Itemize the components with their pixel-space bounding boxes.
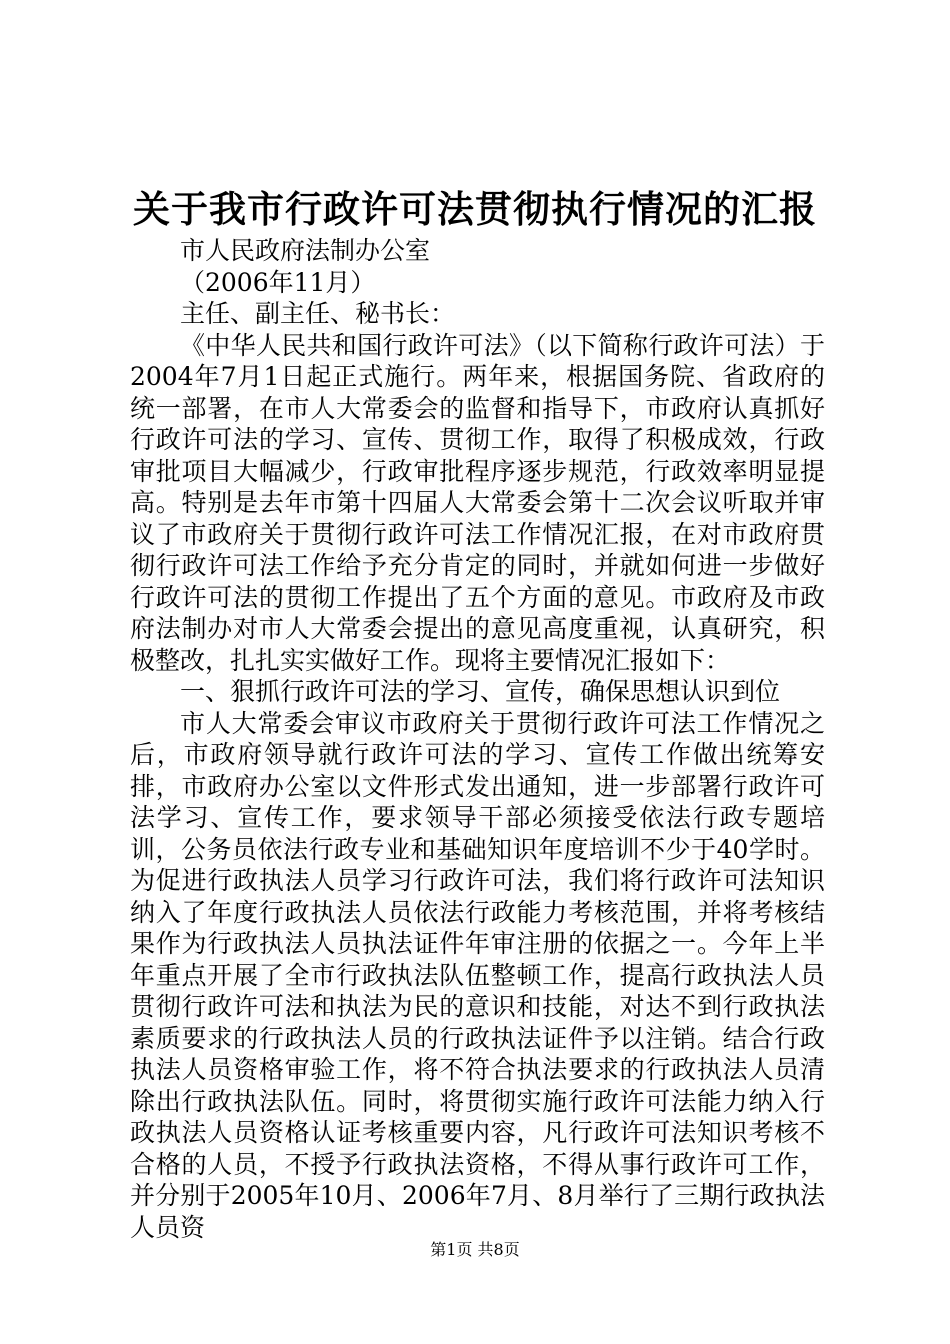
issuer-line: 市人民政府法制办公室 — [180, 236, 431, 265]
document-body — [130, 235, 825, 1243]
date-line: （2006年11月） — [180, 267, 376, 297]
document-title: 关于我市行政许可法贯彻执行情况的汇报 — [133, 187, 817, 231]
page-footer: 第1页 共8页 — [430, 1240, 520, 1259]
section-heading-1: 一、狠抓行政许可法的学习、宣传，确保思想认识到位 — [180, 677, 781, 706]
paragraph-section-1: 市人大常委会审议市政府关于贯彻行政许可法工作情况之后，市政府领导就行政许可法的学习、宣传工作做出统筹安排，市政府办公室以文件形式发出通知，进一步部署行政许可法学习、宣传工作，要求领导干部必须接受依法行政专题培训，公务员依法行政专业和基础知识年度培训不少于40学时。为促进行政执法人员学习行政许可法，我们将行政许可法知识纳入了年度行政执法人员依法行政能力考核范围，并将考核结果作为行政执法人员执法证件年审注册的依据之一。今年上半年重点开展了全市行政执法队伍整顿工作，提高行政执法人员贯彻行政许可法和执法为民的意识和技能，对达不到行政执法素质要求的行政执法人员的行政执法证件予以注销。结合行政执法人员资格审验工作，将不符合执法要求的行政执法人员清除出行政执法队伍。同时，将贯彻实施行政许可法能力纳入行政执法人员资格认证考核重要内容，凡行政许可法知识考核不合格的人员，不授予行政执法资格，不得从事行政许可工作，并分别于2005年10月、2006年7月、8月举行了三期行政执法人员资 — [130, 708, 825, 1242]
paragraph-intro: 《中华人民共和国行政许可法》（以下简称行政许可法）于2004年7月1日起正式施行。两年来，根据国务院、省政府的统一部署，在市人大常委会的监督和指导下，市政府认真抓好行政许可法的学习、宣传、贯彻工作，取得了积极成效，行政审批项目大幅减少，行政审批程序逐步规范，行政效率明显提高。特别是去年市第十四届人大常委会第十二次会议听取并审议了市政府关于贯彻行政许可法工作情况汇报，在对市政府贯彻行政许可法工作给予充分肯定的同时，并就如何进一步做好行政许可法的贯彻工作提出了五个方面的意见。市政府及市政府法制办对市人大常委会提出的意见高度重视，认真研究，积极整改，扎扎实实做好工作。现将主要情况汇报如下： — [130, 330, 825, 675]
salutation-line: 主任、副主任、秘书长： — [180, 299, 456, 328]
